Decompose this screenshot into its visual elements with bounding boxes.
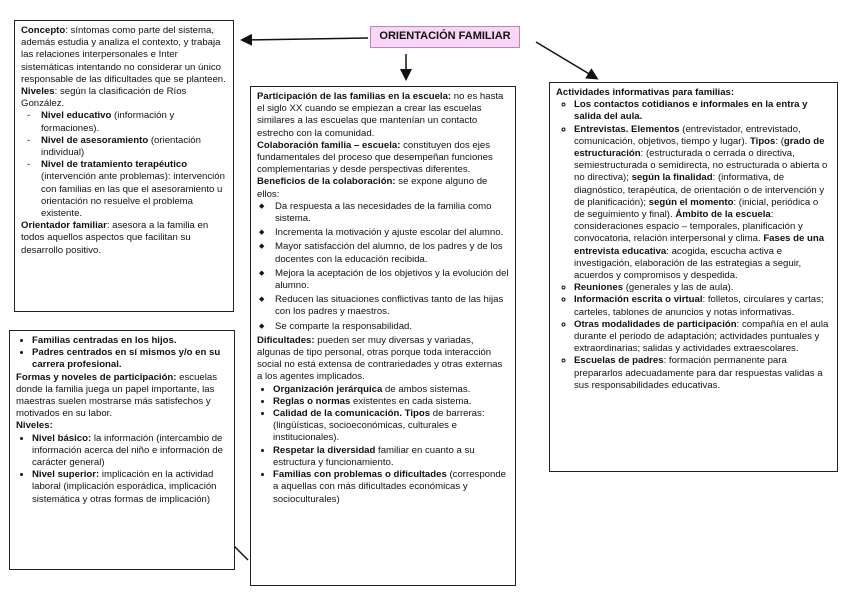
list-item: - Nivel educativo (información y formaciones). xyxy=(41,110,227,134)
niveles-list xyxy=(21,110,227,220)
formas-text: escuelas donde la familia juega un papel importante, las maestras suelen mostrarse más satisfechos y motivados en su labor. xyxy=(16,371,218,420)
actividades-list xyxy=(556,99,831,392)
orientador-text: : asesora a la familia en todos aquellos aspectos que facilitan su desarrollo positivo. xyxy=(21,220,209,256)
arrow-to-actividades xyxy=(536,42,596,78)
participacion-label: Participación de las familias en la escuela: xyxy=(257,91,452,102)
concepto-label: Concepto xyxy=(21,25,66,36)
familias-list xyxy=(16,335,228,372)
niveles-text: : según la clasificación de Ríos González. xyxy=(21,86,187,110)
beneficios-list xyxy=(257,201,509,333)
list-item: • Familias centradas en los hijos. xyxy=(32,335,228,347)
list-item: ◆ Mejora la aceptación de los objetivos y la evolución del alumno. xyxy=(275,268,509,292)
list-item: • Nivel superior: implicación en la actividad laboral (implicación esporádica, implicación sistemática y otras formas de implicación) xyxy=(32,469,228,506)
list-item: ◦ Información escrita o virtual: folletos, circulares y cartas; carteles, tablones de anuncios y notas informativas. xyxy=(574,294,831,318)
list-item: ◆ Incrementa la motivación y ajuste escolar del alumno. xyxy=(275,227,509,239)
familias-niveles-list xyxy=(16,433,228,506)
list-item: - Nivel de asesoramiento (orientación individual) xyxy=(41,135,227,159)
participacion-box: Participación de las familias en la escuela: no es hasta el siglo XX cuando se empiezan a crear las escuelas similares a las escuelas que mantenían un contacto estrecho con la comunidad. Colaboración familia – escuela: constituyen dos ejes fundamentales del proceso que desempeñan funciones complementarias y desde perspectivas diferentes. Beneficios de la colaboración: se expone alguno de ellos: ◆ Da respuesta a las necesidades de la familia como sistema. ◆ Incrementa la motivación y ajuste escolar del alumno. ◆ Mayor satisfacción del alumno, de los padres y de los docentes con la educación recibida. ◆ Mejora la aceptación de los objetivos y la evolución del alumno. ◆ Reducen las situaciones conflictivas tanto de las hijas con los padres y maestros. ◆ Se comparte la responsabilidad. Dificultades: pueden ser muy diversas y variadas, algunas de tipo personal, otras porque toda interacción social no está extensa de contrariedades y otras externas a los agentes implicados. • Organización jerárquica de ambos sistemas. • Reglas o normas existentes en cada sistema. • Calidad de la comunicación. Tipos de barreras: (lingüísticas, socioeconómicas, culturales e institucionales). • Respetar la diversidad familiar en cuanto a su estructura y funcionamiento. • Familias con problemas o dificultades (corresponde a aquellas con más dificultades económicas y socioculturales) xyxy=(250,86,516,586)
colaboracion-label: Colaboración familia – escuela: xyxy=(257,139,401,151)
niveles-label: Niveles xyxy=(21,86,55,98)
list-item: - Nivel de tratamiento terapéutico (intervención ante problemas): intervención con familias en las que el asesoramiento u orientación no resuelve el problema existente. xyxy=(41,159,227,220)
main-title: ORIENTACIÓN FAMILIAR xyxy=(370,26,520,48)
familias-niveles-label: Niveles: xyxy=(16,420,53,432)
list-item: • Organización jerárquica de ambos sistemas. xyxy=(273,384,509,396)
list-item: • Respetar la diversidad familiar en cuanto a su estructura y funcionamiento. xyxy=(273,445,509,469)
beneficios-label: Beneficios de la colaboración: xyxy=(257,176,396,188)
list-item: ◦ Los contactos cotidianos e informales en la entra y salida del aula. xyxy=(574,99,831,123)
dificultades-list xyxy=(257,384,509,506)
dificultades-label: Dificultades: xyxy=(257,334,315,346)
actividades-box xyxy=(549,82,838,472)
list-item: • Familias con problemas o dificultades (corresponde a aquellas con más dificultades económicas y socioculturales) xyxy=(273,469,509,506)
list-item: ◆ Reducen las situaciones conflictivas tanto de las hijas con los padres y maestros. xyxy=(275,294,509,318)
orientador-label: Orientador familiar xyxy=(21,220,107,232)
actividades-heading: Actividades informativas para familias: xyxy=(556,87,735,98)
formas-label: Formas y noveles de participación: xyxy=(16,371,177,383)
list-item: ◆ Se comparte la responsabilidad. xyxy=(275,321,509,333)
list-item: • Calidad de la comunicación. Tipos de barreras: (lingüísticas, socioeconómicas, culturales e institucionales). xyxy=(273,408,509,445)
list-item: ◆ Da respuesta a las necesidades de la familia como sistema. xyxy=(275,201,509,225)
concepto-text: : síntomas como parte del sistema, además estudia y analiza el contexto, y trabaja las relaciones interpersonales e Inter sistemáticas intentando no considerar un único responsable de las dificultades que se planteen. xyxy=(21,25,226,85)
list-item: ◦ Entrevistas. Elementos (entrevistador, entrevistado, comunicación, objetivos, tiempo y lugar). Tipos: (grado de estructuración: (estructurada o cerrada o directiva, semiestructurada o semidirecta, no estructurada o abierta o no directiva); según la finalidad: (informativa, de diagnóstico, terapéutica, de orientación o de intervención y de planificación); según el momento: (inicial, periódica o de seguimiento y final). Ámbito de la escuela: consideraciones espacio – temporales, planificación y convocatoria, relación interpersonal y clima. Fases de una entrevista educativa: acogida, escucha activa e investigación, elaboración de las estrategias a seguir, acuerdos y compromisos y despedida. xyxy=(574,124,831,283)
concepto-box xyxy=(14,20,234,312)
list-item: • Nivel básico: la información (intercambio de información acerca del niño e información de carácter general) xyxy=(32,433,228,470)
list-item: ◦ Reuniones (generales y las de aula). xyxy=(574,282,831,294)
list-item: • Reglas o normas existentes en cada sistema. xyxy=(273,396,509,408)
list-item: ◆ Mayor satisfacción del alumno, de los padres y de los docentes con la educación recibida. xyxy=(275,241,509,265)
list-item: • Padres centrados en sí mismos y/o en su carrera profesional. xyxy=(32,347,228,371)
list-item: ◦ Escuelas de padres: formación permanente para prepararlos adecuadamente para dar respuestas validas a sus responsabilidades educativas. xyxy=(574,355,831,392)
list-item: ◦ Otras modalidades de participación: compañía en el aula durante el periodo de adaptación; actividades puntuales y extraordinarias; salidas y actividades extraescolares. xyxy=(574,319,831,356)
arrow-to-concepto xyxy=(243,38,368,40)
familias-box xyxy=(9,330,235,570)
